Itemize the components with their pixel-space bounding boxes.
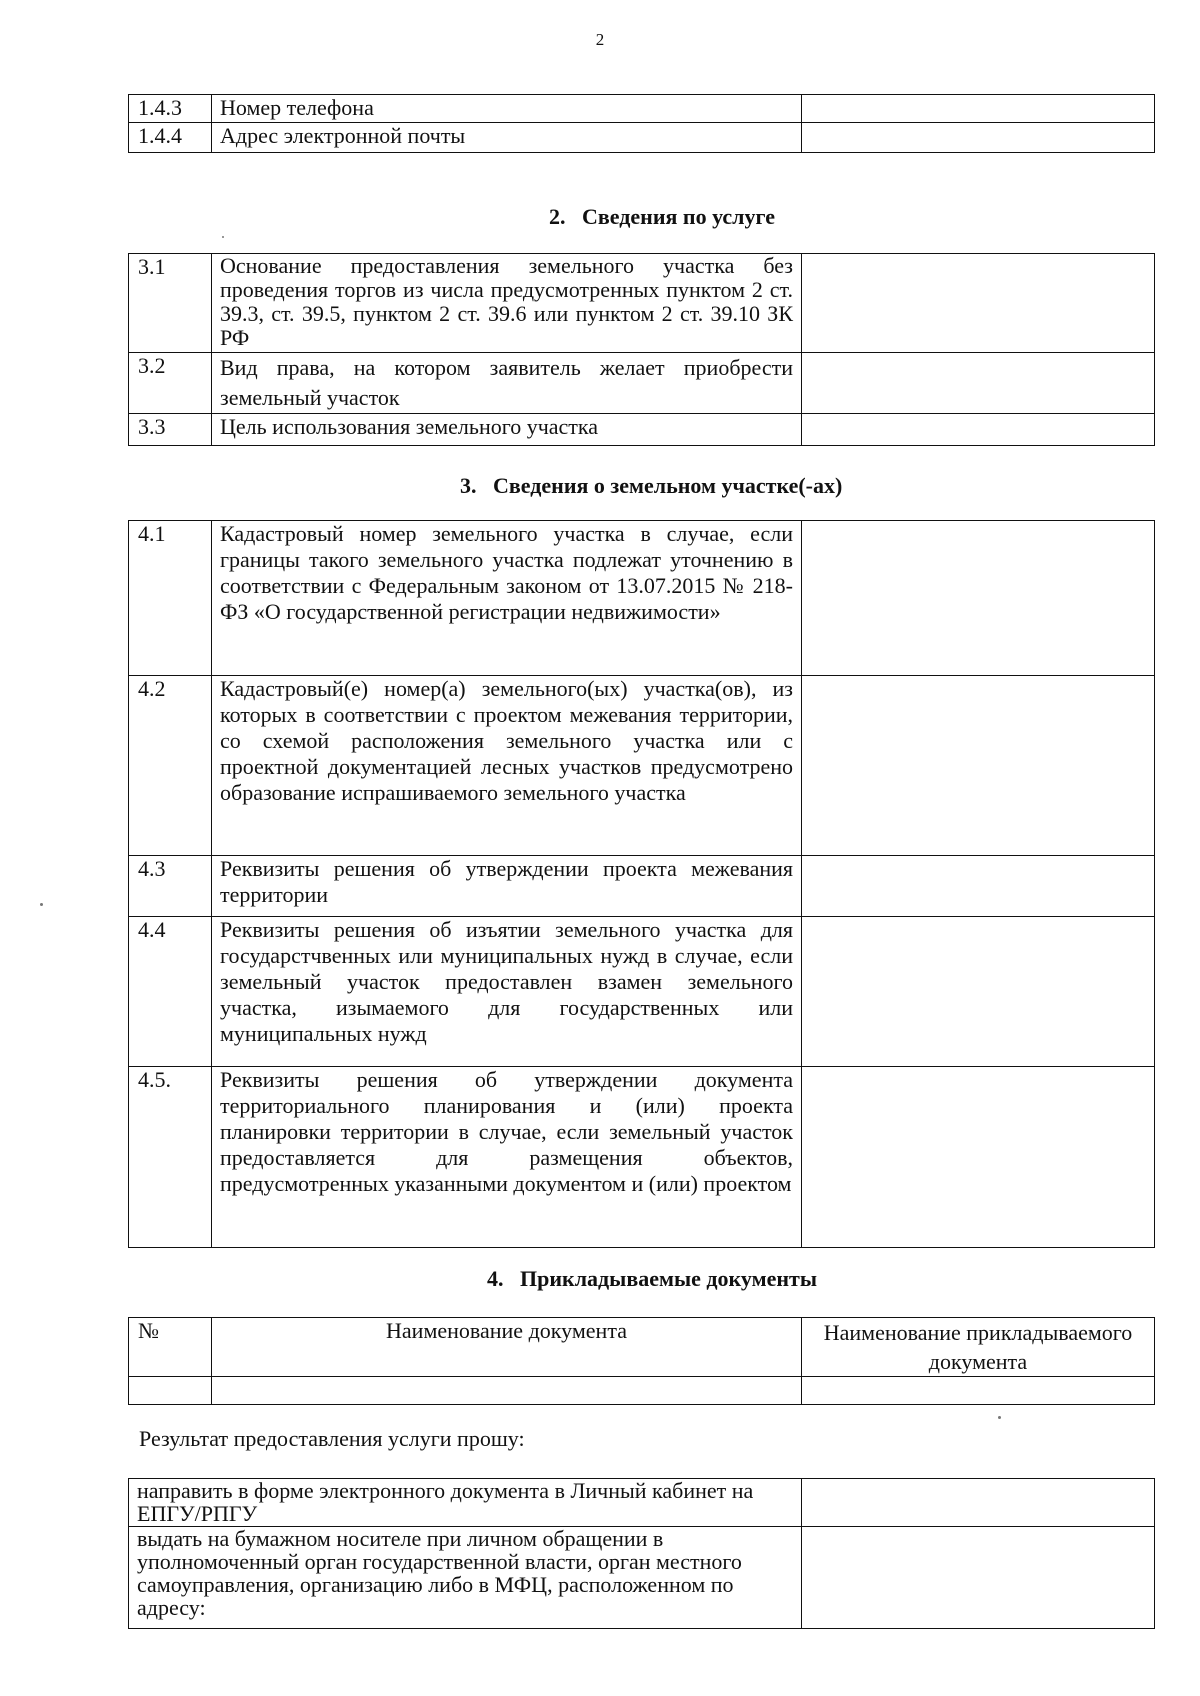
table-row — [129, 414, 1155, 446]
row-label: Номер телефона — [212, 95, 802, 123]
value-cell-planning-decision[interactable] — [802, 1067, 1155, 1248]
value-cell-cadastral-number[interactable] — [802, 521, 1155, 676]
table-row — [129, 1067, 1155, 1248]
row-label: Реквизиты решения об изъятии земельного участка для государстчвенных или муниципальных нужд в случае, если земельный участок предоставлен взамен земельного участка, изымаемого для государственных или муниципальных нужд — [212, 917, 802, 1067]
table-row — [129, 856, 1155, 917]
result-intro: Результат предоставления услуги прошу: — [139, 1426, 525, 1451]
row-number: 4.5. — [129, 1067, 212, 1248]
table-row — [129, 123, 1155, 153]
table-row — [129, 1479, 1155, 1527]
row-label: Реквизиты решения об утверждении проекта межевания территории — [212, 856, 802, 917]
value-cell-phone[interactable] — [802, 95, 1155, 123]
row-number: 3.3 — [129, 414, 212, 446]
row-label: Цель использования земельного участка — [212, 414, 802, 446]
row-label: Реквизиты решения об утверждении документа территориального планирования и (или) проекта планировки территории в случае, если земельный участок предоставляется для размещения объектов, предусмотренных указанными документом и (или) проектом — [212, 1067, 802, 1248]
row-number: 4.2 — [129, 676, 212, 856]
row-number: 4.4 — [129, 917, 212, 1067]
table-row — [129, 521, 1155, 676]
value-cell-basis[interactable] — [802, 254, 1155, 353]
column-header-number: № — [129, 1318, 212, 1377]
contact-table — [128, 94, 1155, 153]
column-header-attached-document: Наименование прикладываемого документа — [802, 1318, 1155, 1377]
column-header-document-name: Наименование документа — [212, 1318, 802, 1377]
row-number: 4.1 — [129, 521, 212, 676]
scan-speck — [222, 236, 224, 238]
service-table — [128, 253, 1155, 446]
page-number: 2 — [595, 30, 605, 49]
value-cell-email[interactable] — [802, 123, 1155, 153]
table-row — [129, 917, 1155, 1067]
land-table — [128, 520, 1155, 1248]
row-label: Кадастровый(е) номер(а) земельного(ых) участка(ов), из которых в соответствии с проектом межевания территории, со схемой расположения земельного участка или с проектной документацией лесных участков предусмотрено образование испрашиваемого земельного участка — [212, 676, 802, 856]
result-option-electronic-checkbox[interactable] — [802, 1479, 1155, 1527]
documents-table — [128, 1317, 1155, 1405]
empty-cell-number[interactable] — [129, 1377, 212, 1405]
table-row — [129, 1527, 1155, 1629]
table-row — [129, 95, 1155, 123]
row-number: 1.4.3 — [129, 95, 212, 123]
empty-cell-attached-document[interactable] — [802, 1377, 1155, 1405]
result-option-electronic: направить в форме электронного документа в Личный кабинет на ЕПГУ/РПГУ — [129, 1479, 802, 1527]
row-label: Основание предоставления земельного участка без проведения торгов из числа предусмотренных пунктом 2 ст. 39.3, ст. 39.5, пунктом 2 ст. 39.6 или пунктом 2 ст. 39.10 ЗК РФ — [212, 254, 802, 353]
section-title-land: 3. Сведения о земельном участке(-ах) — [460, 473, 843, 498]
value-cell-purpose[interactable] — [802, 414, 1155, 446]
result-option-paper: выдать на бумажном носителе при личном обращении в уполномоченный орган государственной власти, орган местного самоуправления, организацию либо в МФЦ, расположенном по адресу: — [129, 1527, 802, 1629]
value-cell-source-plots[interactable] — [802, 676, 1155, 856]
table-header-row — [129, 1318, 1155, 1377]
row-number: 1.4.4 — [129, 123, 212, 153]
result-options-table — [128, 1478, 1155, 1629]
row-label: Адрес электронной почты — [212, 123, 802, 153]
row-label: Вид права, на котором заявитель желает приобрести земельный участок — [212, 353, 802, 414]
table-row — [129, 254, 1155, 353]
table-row — [129, 1377, 1155, 1405]
section-title-docs: 4. Прикладываемые документы — [487, 1266, 818, 1291]
result-option-paper-checkbox[interactable] — [802, 1527, 1155, 1629]
row-label: Кадастровый номер земельного участка в случае, если границы такого земельного участка подлежат уточнению в соответствии с Федеральным законом от 13.07.2015 № 218-ФЗ «О государственной регистрации недвижимости» — [212, 521, 802, 676]
table-row — [129, 676, 1155, 856]
value-cell-survey-decision[interactable] — [802, 856, 1155, 917]
row-number: 3.2 — [129, 353, 212, 414]
scan-speck — [40, 903, 43, 906]
row-number: 3.1 — [129, 254, 212, 353]
empty-cell-document-name[interactable] — [212, 1377, 802, 1405]
value-cell-right-type[interactable] — [802, 353, 1155, 414]
section-title-service: 2. Сведения по услуге — [549, 204, 775, 229]
row-number: 4.3 — [129, 856, 212, 917]
scan-speck — [998, 1416, 1001, 1419]
table-row — [129, 353, 1155, 414]
value-cell-seizure-decision[interactable] — [802, 917, 1155, 1067]
